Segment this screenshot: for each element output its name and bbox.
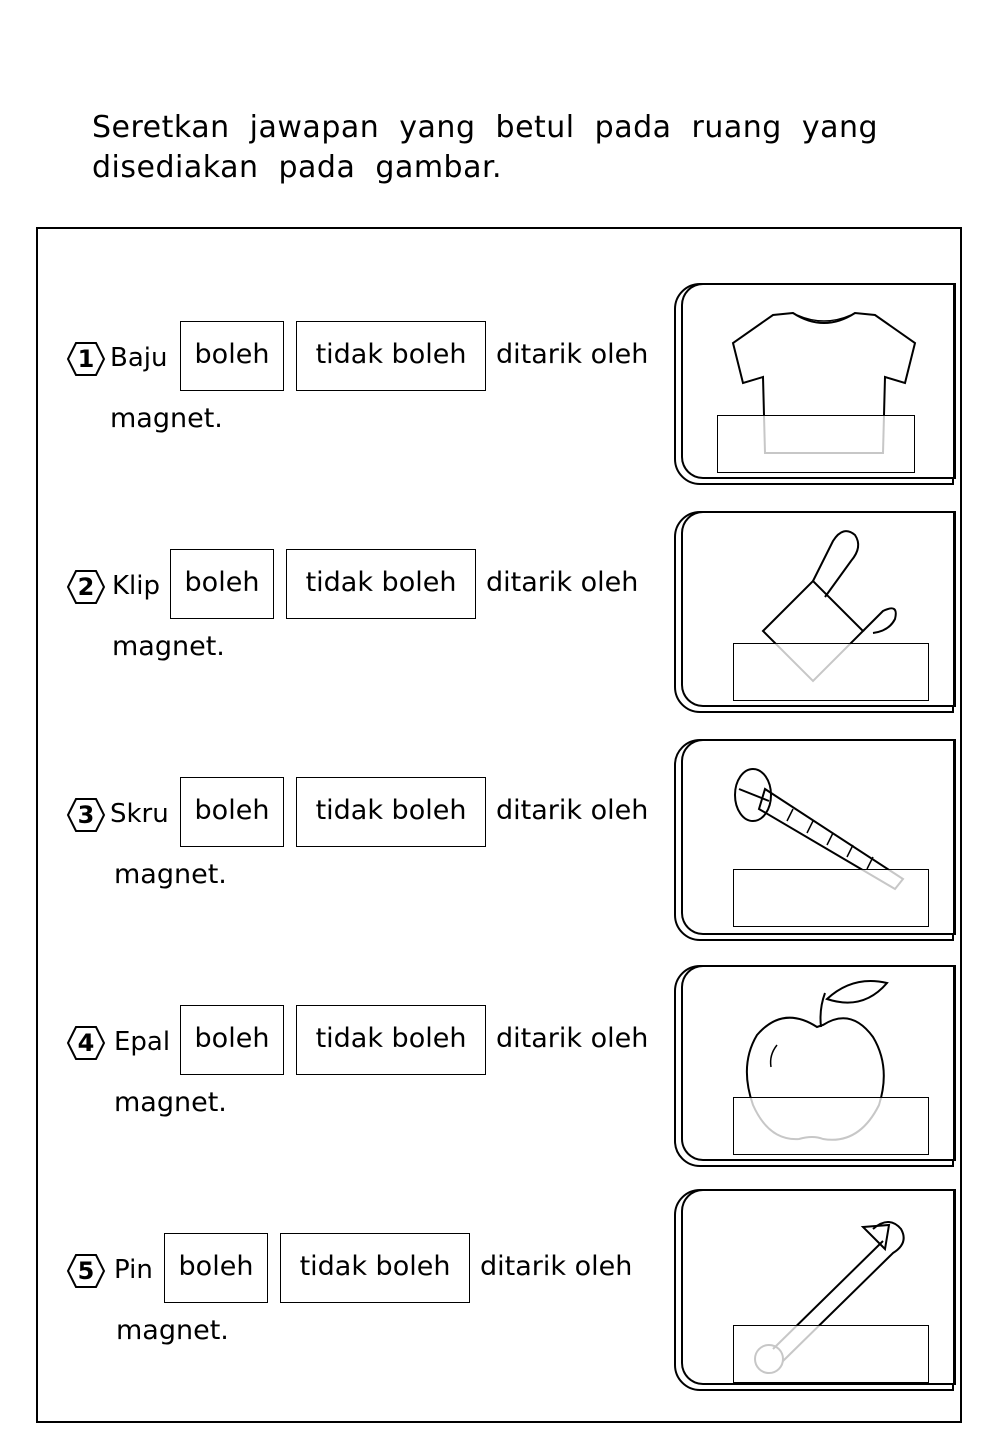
item-name: Klip — [112, 571, 161, 601]
sentence-tail: ditarik oleh — [496, 1023, 649, 1054]
item-name: Skru — [110, 799, 169, 829]
sentence-tail: ditarik oleh — [486, 567, 639, 598]
question-number: 5 — [77, 1257, 95, 1285]
option-tidak-boleh[interactable]: tidak boleh — [280, 1233, 470, 1303]
option-boleh[interactable]: boleh — [164, 1233, 268, 1303]
picture-card-2 — [674, 511, 954, 713]
sentence-end: magnet. — [114, 1087, 227, 1118]
picture-card-5 — [674, 1189, 954, 1391]
item-name: Epal — [114, 1027, 171, 1057]
question-number-badge — [64, 793, 108, 837]
question-number-badge — [64, 1249, 108, 1293]
sentence-end: magnet. — [114, 859, 227, 890]
sentence-end: magnet. — [116, 1315, 229, 1346]
sentence-tail: ditarik oleh — [496, 795, 649, 826]
question-number: 4 — [77, 1029, 95, 1057]
instruction-line-1: Seretkan jawapan yang betul pada ruang yang — [92, 110, 879, 145]
question-number-badge — [64, 1021, 108, 1065]
picture-card-3 — [674, 739, 954, 941]
option-boleh[interactable]: boleh — [180, 321, 284, 391]
sentence-tail: ditarik oleh — [480, 1251, 633, 1282]
answer-box[interactable] — [733, 1097, 929, 1155]
worksheet-frame — [36, 227, 962, 1423]
option-tidak-boleh[interactable]: tidak boleh — [296, 321, 486, 391]
picture-card-4 — [674, 965, 954, 1167]
question-number-badge — [64, 565, 108, 609]
question-number-badge — [64, 337, 108, 381]
option-tidak-boleh[interactable]: tidak boleh — [296, 777, 486, 847]
sentence-end: magnet. — [112, 631, 225, 662]
item-name: Pin — [114, 1255, 153, 1285]
option-boleh[interactable]: boleh — [180, 1005, 284, 1075]
instruction-line-2: disediakan pada gambar. — [92, 150, 503, 185]
question-number: 2 — [77, 573, 95, 601]
answer-box[interactable] — [733, 643, 929, 701]
option-tidak-boleh[interactable]: tidak boleh — [286, 549, 476, 619]
question-number: 1 — [77, 345, 95, 373]
instruction-text — [92, 108, 879, 188]
option-tidak-boleh[interactable]: tidak boleh — [296, 1005, 486, 1075]
question-number: 3 — [77, 801, 95, 829]
sentence-tail: ditarik oleh — [496, 339, 649, 370]
picture-card-1 — [674, 283, 954, 485]
option-boleh[interactable]: boleh — [170, 549, 274, 619]
answer-box[interactable] — [733, 869, 929, 927]
answer-box[interactable] — [733, 1325, 929, 1383]
answer-box[interactable] — [717, 415, 915, 473]
option-boleh[interactable]: boleh — [180, 777, 284, 847]
item-name: Baju — [110, 343, 168, 373]
sentence-end: magnet. — [110, 403, 223, 434]
